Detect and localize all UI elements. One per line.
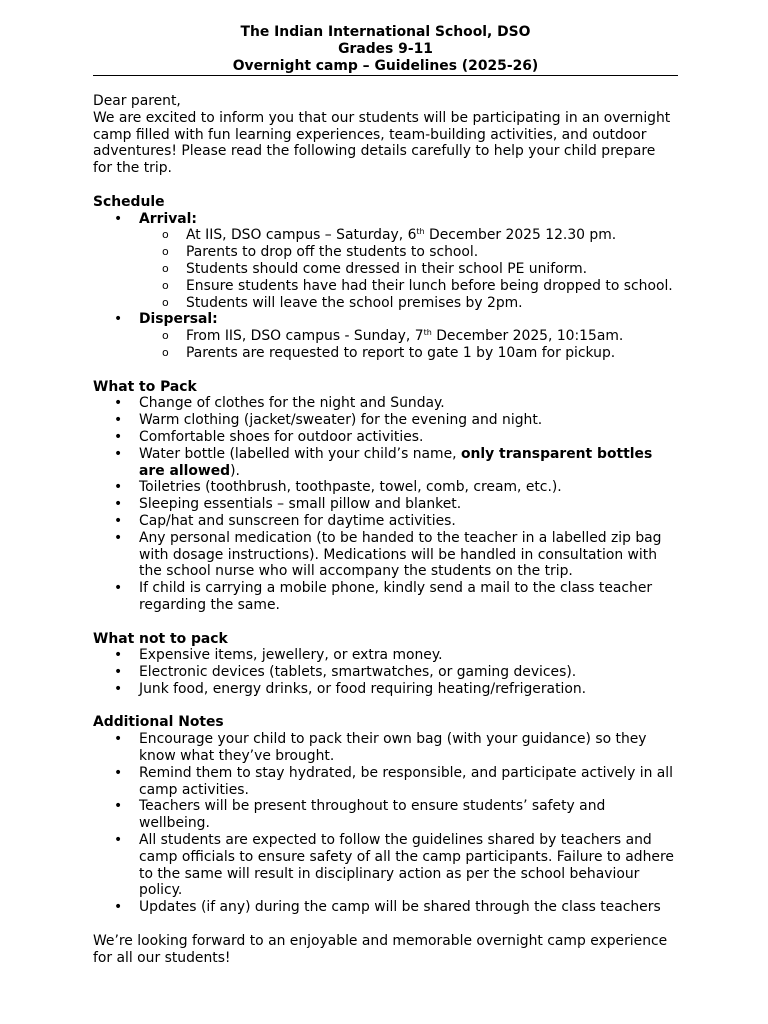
school-name: The Indian International School, DSO <box>240 24 531 40</box>
list-item-text: Toiletries (toothbrush, toothpaste, towel, comb, cream, etc.). <box>139 479 562 496</box>
pack-list <box>93 395 678 613</box>
dispersal-list <box>93 328 678 362</box>
schedule-list-dispersal <box>93 311 678 328</box>
circle-bullet-icon: o <box>162 228 169 242</box>
list-item <box>93 513 678 530</box>
bullet-icon: • <box>114 395 123 412</box>
list-item <box>93 211 678 228</box>
circle-bullet-icon: o <box>162 329 169 343</box>
list-item-text: Sleeping essentials – small pillow and blanket. <box>139 496 462 513</box>
greeting: Dear parent, <box>93 93 181 109</box>
bullet-icon: • <box>114 764 123 781</box>
list-item-text: Expensive items, jewellery, or extra money. <box>139 647 443 664</box>
list-item-text: Any personal medication (to be handed to the teacher in a labelled zip bag with dosage instructions). Medications will be handled in consultation with the school nurse who will accompany the students on the trip. <box>139 529 662 580</box>
list-item-text: Remind them to stay hydrated, be responsible, and participate actively in all camp activities. <box>139 764 674 798</box>
bullet-icon: • <box>114 412 123 429</box>
list-item <box>93 580 678 614</box>
list-item <box>93 295 678 312</box>
list-item-text: Change of clothes for the night and Sunday. <box>139 395 445 412</box>
bullet-icon: • <box>114 445 123 462</box>
bullet-icon: • <box>114 210 123 227</box>
bullet-icon: • <box>114 311 123 328</box>
list-item-text: Water bottle (labelled with your child’s name, <box>139 445 461 462</box>
bullet-icon: • <box>114 899 123 916</box>
bullet-icon: • <box>114 680 123 697</box>
bullet-icon: • <box>114 731 123 748</box>
list-item <box>93 731 678 765</box>
ordinal-suffix: th <box>423 328 432 338</box>
list-item <box>93 798 678 832</box>
arrival-date-rest: December 2025 12.30 pm. <box>424 227 617 244</box>
bullet-icon: • <box>114 496 123 513</box>
schedule-list <box>93 211 678 228</box>
list-item-text: Updates (if any) during the camp will be shared through the class teachers <box>139 899 661 916</box>
notes-list <box>93 731 678 916</box>
list-item <box>93 328 678 345</box>
list-item <box>93 311 678 328</box>
arrival-label: Arrival: <box>139 210 197 227</box>
circle-bullet-icon: o <box>162 245 169 259</box>
list-item <box>93 664 678 681</box>
notpack-list <box>93 647 678 697</box>
dispersal-date-rest: December 2025, 10:15am. <box>431 328 624 345</box>
arrival-list <box>93 227 678 311</box>
bullet-icon: • <box>114 529 123 546</box>
list-item-text: Comfortable shoes for outdoor activities. <box>139 428 424 445</box>
list-item <box>93 496 678 513</box>
bottle-rule-text: only transparent bottles are allowed <box>139 445 653 479</box>
bullet-icon: • <box>114 798 123 815</box>
grades-line: Grades 9-11 <box>338 41 433 57</box>
circle-bullet-icon: o <box>162 295 169 309</box>
list-item-text: Electronic devices (tablets, smartwatches, or gaming devices). <box>139 664 577 681</box>
document-page <box>93 24 678 966</box>
list-item <box>93 261 678 278</box>
document-header <box>93 24 678 75</box>
list-item-text: All students are expected to follow the guidelines shared by teachers and camp officials to ensure safety of all the camp participants. Failure to adhere to the same will result in disciplinary action as per the school behaviour policy. <box>139 832 674 899</box>
list-item-text: Warm clothing (jacket/sweater) for the evening and night. <box>139 412 543 429</box>
list-item <box>93 278 678 295</box>
bullet-icon: • <box>114 664 123 681</box>
document-title: Overnight camp – Guidelines (2025-26) <box>232 58 539 74</box>
list-item <box>93 227 678 244</box>
circle-bullet-icon: o <box>162 345 169 359</box>
pack-heading: What to Pack <box>93 378 197 395</box>
list-item <box>93 681 678 698</box>
list-item-text: Cap/hat and sunscreen for daytime activities. <box>139 512 456 529</box>
ordinal-suffix: th <box>416 227 425 237</box>
list-item <box>93 345 678 362</box>
header-divider <box>93 75 678 76</box>
arrival-date-text: At IIS, DSO campus – Saturday, 6 <box>186 227 417 244</box>
list-item <box>93 765 678 799</box>
list-item <box>93 429 678 446</box>
bullet-icon: • <box>114 428 123 445</box>
list-item <box>93 832 678 899</box>
list-item-text: Parents to drop off the students to school. <box>186 244 479 261</box>
list-item <box>93 479 678 496</box>
list-item <box>93 530 678 580</box>
list-item-text: Students will leave the school premises by 2pm. <box>186 294 523 311</box>
list-item <box>93 647 678 664</box>
list-item-text: Teachers will be present throughout to ensure students’ safety and wellbeing. <box>139 798 606 832</box>
circle-bullet-icon: o <box>162 278 169 292</box>
list-item <box>93 395 678 412</box>
bullet-icon: • <box>114 512 123 529</box>
list-item-text: ). <box>230 462 240 479</box>
intro-paragraph: We are excited to inform you that our students will be participating in an overnight camp filled with fun learning experiences, team-building activities, and outdoor adventures! Please read the following details carefully to help your child prepare for the trip. <box>93 109 671 177</box>
list-item <box>93 412 678 429</box>
list-item-text: Students should come dressed in their school PE uniform. <box>186 260 588 277</box>
bullet-icon: • <box>114 580 123 597</box>
list-item <box>93 899 678 916</box>
list-item <box>93 446 678 480</box>
notpack-heading: What not to pack <box>93 630 228 647</box>
schedule-heading: Schedule <box>93 193 165 210</box>
list-item <box>93 244 678 261</box>
circle-bullet-icon: o <box>162 261 169 275</box>
dispersal-label: Dispersal: <box>139 311 218 328</box>
bullet-icon: • <box>114 479 123 496</box>
list-item-text: Ensure students have had their lunch before being dropped to school. <box>186 277 673 294</box>
list-item-text: Parents are requested to report to gate 1 by 10am for pickup. <box>186 344 616 361</box>
closing-paragraph: We’re looking forward to an enjoyable and memorable overnight camp experience for all our students! <box>93 932 668 966</box>
dispersal-date-text: From IIS, DSO campus - Sunday, 7 <box>186 328 424 345</box>
list-item-text: If child is carrying a mobile phone, kindly send a mail to the class teacher regarding the same. <box>139 580 653 613</box>
bullet-icon: • <box>114 647 123 664</box>
list-item-text: Junk food, energy drinks, or food requiring heating/refrigeration. <box>139 680 587 697</box>
notes-heading: Additional Notes <box>93 714 224 731</box>
bullet-icon: • <box>114 832 123 849</box>
list-item-text: Encourage your child to pack their own bag (with your guidance) so they know what they’ve brought. <box>139 731 647 765</box>
